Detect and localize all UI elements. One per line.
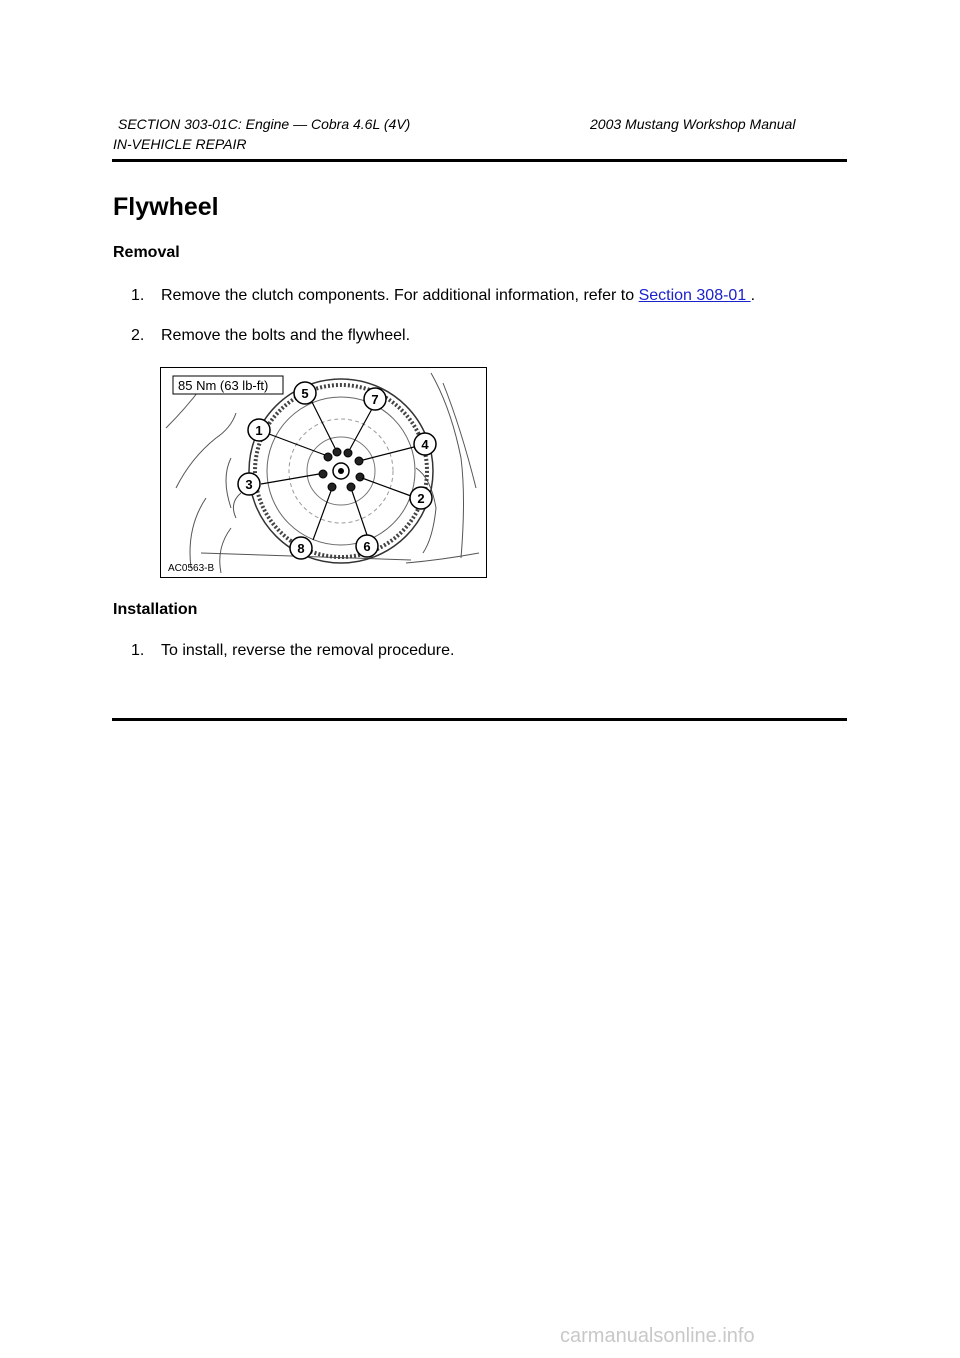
- bolt-1: [324, 453, 332, 461]
- callout-5: 5: [301, 386, 309, 401]
- step-suffix: .: [750, 287, 756, 304]
- flywheel-bolt-figure: [160, 367, 487, 578]
- bolt-4: [355, 457, 363, 465]
- footer-rule: [112, 718, 847, 721]
- callout-4: 4: [421, 437, 429, 452]
- bolt-5: [333, 448, 341, 456]
- bolt-7: [344, 449, 352, 457]
- header-rule: [112, 159, 847, 162]
- step-number: 2.: [131, 327, 145, 344]
- step-number: 1.: [131, 642, 145, 659]
- removal-step-2: [131, 327, 410, 345]
- step-text: To install, reverse the removal procedure.: [161, 642, 455, 659]
- figure-id: AC0563-B: [168, 563, 215, 574]
- callout-1: 1: [255, 423, 263, 438]
- step-number: 1.: [131, 287, 145, 304]
- section-308-01-link[interactable]: Section 308-01: [638, 287, 751, 304]
- callout-2: 2: [417, 491, 425, 506]
- header-subsection: IN-VEHICLE REPAIR: [113, 136, 247, 152]
- page-title: Flywheel: [113, 193, 219, 221]
- watermark: carmanualsonline.info: [560, 1325, 755, 1347]
- installation-heading: Installation: [113, 601, 198, 618]
- step-text: Remove the clutch components. For additional information, refer to: [161, 287, 639, 304]
- bolt-6: [347, 483, 355, 491]
- callout-7: 7: [371, 392, 379, 407]
- flywheel: [249, 379, 433, 563]
- flywheel-diagram: [161, 368, 486, 577]
- step-text: Remove the bolts and the flywheel.: [161, 327, 411, 344]
- header-manual-title: 2003 Mustang Workshop Manual: [590, 116, 796, 132]
- bolt-2: [356, 473, 364, 481]
- callout-8: 8: [297, 541, 305, 556]
- bolt-3: [319, 470, 327, 478]
- callout-3: 3: [245, 477, 253, 492]
- installation-step-1: [131, 642, 454, 660]
- header-section-title: SECTION 303-01C: Engine — Cobra 4.6L (4V): [118, 116, 411, 132]
- torque-label: 85 Nm (63 lb-ft): [178, 378, 269, 393]
- callout-6: 6: [363, 539, 371, 554]
- removal-heading: Removal: [113, 244, 180, 261]
- bolt-8: [328, 483, 336, 491]
- removal-step-1: [131, 287, 755, 305]
